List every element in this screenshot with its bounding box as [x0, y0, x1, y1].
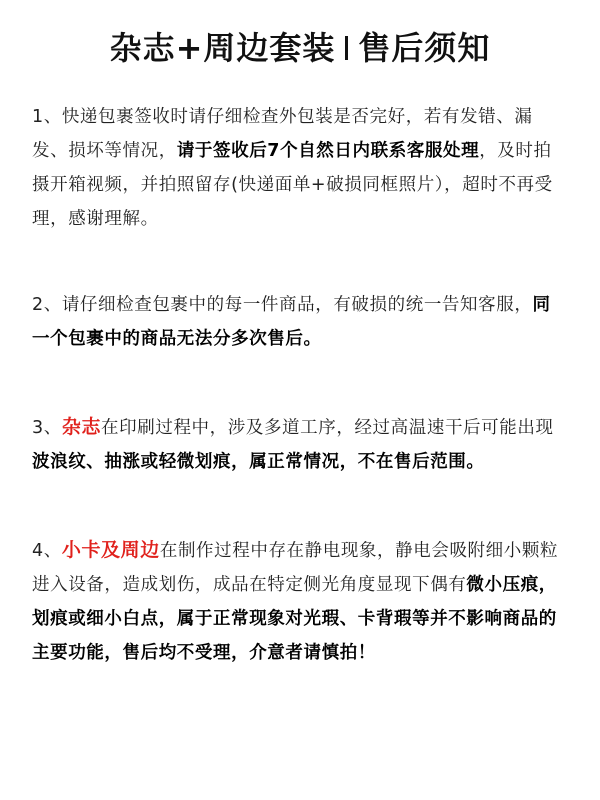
notice-paragraph-3	[32, 410, 568, 479]
notice-1-text-b: ，及时拍摄开箱视频，并拍照留存(快递面单+破损同框照片），超时不再受理，感谢理解。	[32, 141, 553, 229]
page-title	[32, 0, 568, 70]
title-left: 杂志+周边套装	[109, 29, 336, 67]
notice-2-text-a: 2、请仔细检查包裹中的每一件商品，有破损的统一告知客服，	[32, 295, 533, 315]
notice-paragraph-1	[32, 100, 568, 236]
notice-4-number: 4、	[32, 541, 62, 561]
notice-1-emphasis: 请于签收后7个自然日内联系客服处理	[176, 141, 480, 161]
title-right: 售后须知	[358, 29, 491, 67]
notice-3-emphasis: 波浪纹、抽涨或轻微划痕，属正常情况，不在售后范围。	[32, 452, 485, 472]
notice-4-text: 在制作过程中存在静电现象，静电会吸附细小颗粒进入设备，造成划伤，成品在特定侧光角度显现下偶有	[32, 541, 559, 595]
notice-1-text-a: 1、快递包裹签收时请仔细检查外包装是否完好，若有发错、漏发、损坏等情况，	[32, 107, 533, 161]
notice-2-emphasis: 同一个包裹中的商品无法分多次售后。	[32, 295, 551, 349]
notice-3-highlight: 杂志	[61, 416, 102, 438]
notice-4-emphasis: 微小压痕，划痕或细小白点，属于正常现象对光瑕、卡背瑕等并不影响商品的主要功能，售后均不受理，介意者请慎拍！	[32, 575, 557, 663]
title-separator	[345, 36, 348, 60]
notice-paragraph-2	[32, 288, 568, 356]
notice-4-highlight: 小卡及周边	[61, 539, 160, 561]
notice-paragraph-4	[32, 533, 568, 670]
notice-3-number: 3、	[32, 418, 62, 438]
notice-3-text: 在印刷过程中，涉及多道工序，经过高温速干后可能出现	[101, 418, 554, 438]
